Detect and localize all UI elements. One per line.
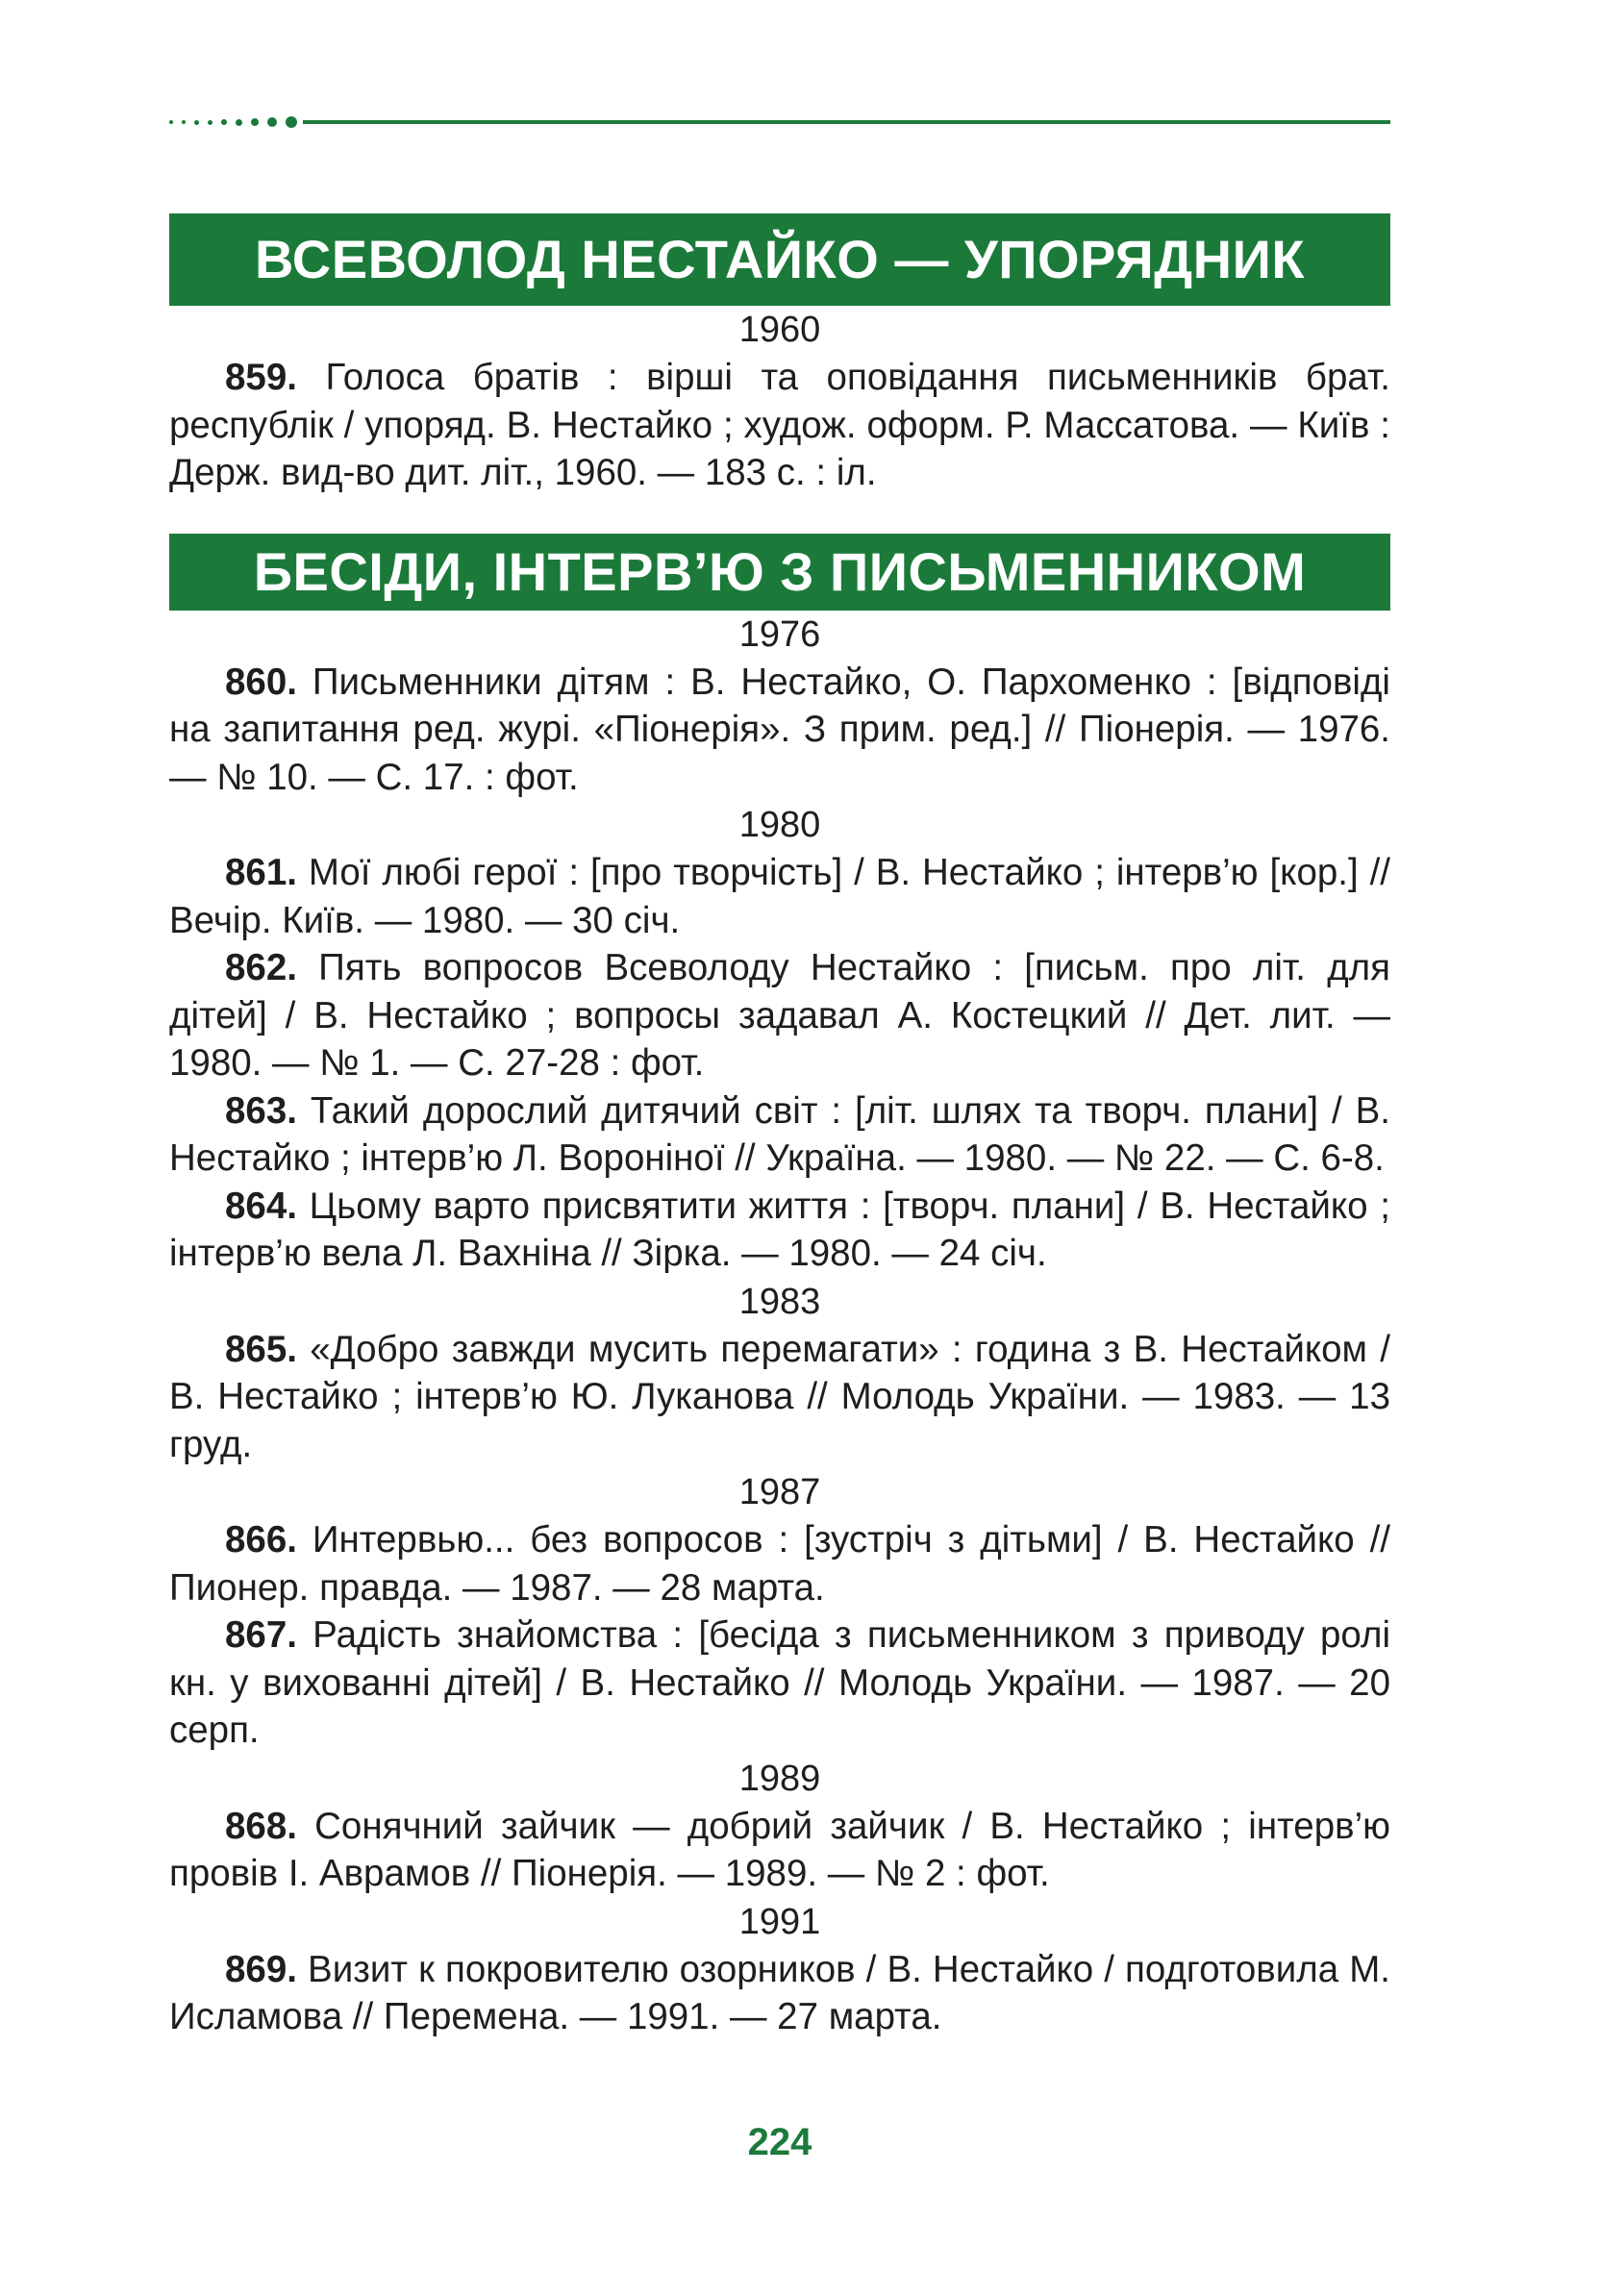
entry-text: Сонячний зайчик — добрий зайчик / В. Нестайко ; інтерв’ю провів І. Аврамов // Піонерія. — 1989. — № 2 : фот.: [169, 1805, 1390, 1894]
bibliography-entry: [169, 944, 1390, 1087]
entry-number: 866.: [225, 1519, 297, 1560]
ornament-dot: [169, 120, 173, 124]
ornament-dot: [208, 120, 212, 125]
entry-text: Интервью... без вопросов : [зустріч з дітьми] / В. Нестайко // Пионер. правда. — 1987. — 28 марта.: [169, 1519, 1390, 1609]
section-interviews: [169, 534, 1390, 2041]
ornament-rule: [303, 120, 1390, 124]
bibliography-content: [169, 213, 1390, 2041]
entry-number: 861.: [225, 852, 297, 893]
section-gap: [169, 497, 1390, 534]
bibliography-entry: [169, 1087, 1390, 1183]
entry-number: 869.: [225, 1948, 297, 1990]
entry-number: 860.: [225, 661, 297, 703]
year-heading: 1987: [738, 1472, 821, 1512]
section-heading: БЕСІДИ, ІНТЕРВ’Ю З ПИСЬМЕННИКОМ: [169, 534, 1390, 611]
top-ornament: [169, 113, 1390, 131]
entry-number: 859.: [225, 357, 297, 398]
entry-text: Мої любі герої : [про творчість] / В. Нестайко ; інтерв’ю [кор.] // Вечір. Київ. — 1980. — 30 січ.: [169, 852, 1390, 941]
entry-text: Визит к покровителю озорников / В. Нестайко / подготовила М. Исламова // Перемена. — 1991. — 27 марта.: [169, 1948, 1390, 2037]
year-heading: 1976: [738, 613, 821, 655]
entry-number: 868.: [225, 1805, 297, 1847]
ornament-dot: [286, 116, 297, 128]
entry-number: 863.: [225, 1089, 297, 1132]
ornament-dot: [236, 119, 242, 126]
page-number: 224: [747, 2121, 812, 2163]
ornament-dot: [182, 120, 186, 124]
bibliography-entry: [169, 354, 1390, 497]
entry-text: «Добро завжди мусить перемагати» : година з В. Нестайком / В. Нестайко ; інтерв’ю Ю. Луканова // Молодь України. — 1983. — 13 груд.: [169, 1328, 1391, 1465]
entry-text: Голоса братів : вірші та оповідання письменників брат. республік / упоряд. В. Нестайко ; худож. оформ. Р. Массатова. — Київ : Держ. вид-во дит. літ., 1960. — 183 с. : іл.: [169, 357, 1390, 493]
year-heading: 1983: [738, 1281, 821, 1322]
section-compiler: [169, 213, 1390, 497]
entry-number: 867.: [225, 1614, 297, 1656]
ornament-dot: [251, 118, 259, 126]
entry-text: Цьому варто присвятити життя : [творч. плани] / В. Нестайко ; інтерв’ю вела Л. Вахніна // Зірка. — 1980. — 24 січ.: [169, 1185, 1390, 1274]
bibliography-entry: [169, 1803, 1390, 1898]
ornament-dots: [169, 116, 297, 128]
section-heading: ВСЕВОЛОД НЕСТАЙКО — УПОРЯДНИК: [169, 213, 1390, 306]
entry-text: Радість знайомства : [бесіда з письменником з приводу ролі кн. у вихованні дітей] / В. Нестайко // Молодь України. — 1987. — 20 серп.: [169, 1614, 1390, 1751]
entry-number: 862.: [225, 947, 297, 988]
bibliography-entry: [169, 1611, 1390, 1755]
bibliography-entry: [169, 1516, 1390, 1611]
bibliography-entry: [169, 849, 1390, 944]
year-heading: 1989: [738, 1758, 821, 1799]
entry-number: 864.: [225, 1185, 297, 1227]
bibliography-entry: [169, 659, 1390, 802]
ornament-dot: [267, 117, 277, 127]
entry-text: Такий дорослий дитячий світ : [літ. шлях та творч. плани] / В. Нестайко ; інтерв’ю Л. Вороніної // Україна. — 1980. — № 22. — С. 6-8.: [169, 1089, 1390, 1179]
bibliography-entry: [169, 1183, 1390, 1278]
entry-text: Пять вопросов Всеволоду Нестайко : [письм. про літ. для дітей] / В. Нестайко ; вопросы задавал А. Костецкий // Дет. лит. — 1980. — № 1. — С. 27-28 : фот.: [169, 947, 1390, 1084]
year-heading: 1960: [738, 310, 821, 350]
entry-text: Письменники дітям : В. Нестайко, О. Пархоменко : [відповіді на запитання ред. журі. «Піонерія». З прим. ред.] // Піонерія. — 1976. — № 10. — С. 17. : фот.: [169, 661, 1390, 798]
bibliography-entry: [169, 1946, 1390, 2041]
year-heading: 1991: [738, 1901, 821, 1942]
bibliography-entry: [169, 1326, 1390, 1469]
ornament-dot: [221, 119, 227, 125]
entry-number: 865.: [225, 1328, 297, 1370]
year-heading: 1980: [738, 805, 821, 845]
ornament-dot: [194, 120, 199, 125]
